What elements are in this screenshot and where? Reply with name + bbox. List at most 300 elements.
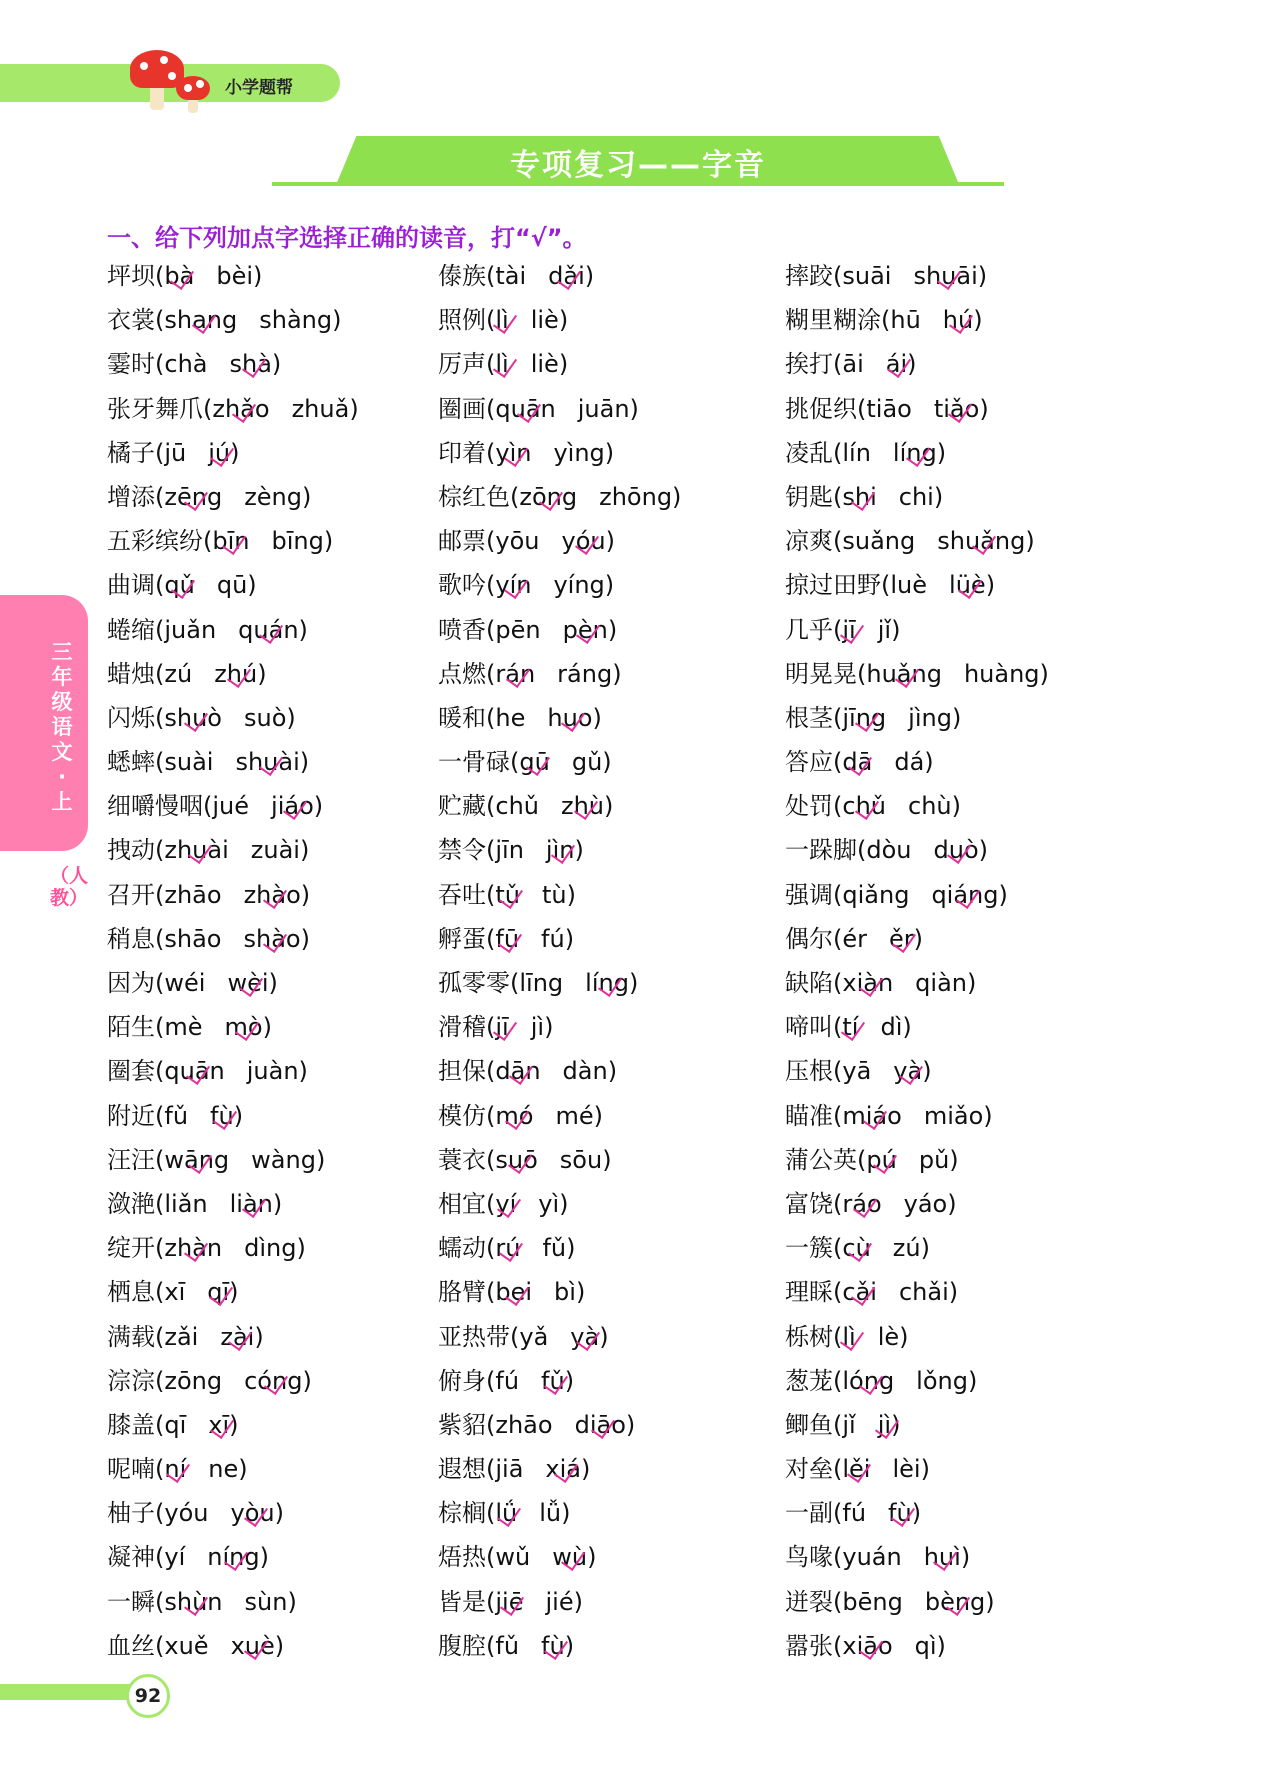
list-item [438,700,798,744]
option-a[interactable] [495,612,540,648]
option-b[interactable] [259,302,332,338]
option-a[interactable] [842,744,872,780]
option-a-text: yuán [842,1543,902,1572]
paren-open: ( [833,1278,843,1307]
option-a-text: jī [842,615,856,644]
paren-close: ) [274,1631,285,1660]
option-b[interactable] [892,1451,920,1487]
option-a[interactable] [842,1186,881,1222]
list-item [785,1009,1145,1053]
paren-open: ( [510,748,520,777]
option-b[interactable] [893,1053,922,1089]
option-a[interactable] [866,832,911,868]
option-b[interactable] [915,965,967,1001]
option-a[interactable] [495,1053,540,1089]
option-a[interactable] [164,1230,222,1266]
option-b[interactable] [235,744,299,780]
option-b[interactable] [931,877,998,913]
option-b[interactable] [243,921,300,957]
option-b[interactable] [207,1539,259,1575]
option-b-text: yì [538,1189,560,1218]
word: 一簇 [785,1234,833,1263]
option-a[interactable] [495,1274,532,1310]
paren-close: ) [298,1057,308,1086]
option-b[interactable] [880,1009,902,1045]
option-b[interactable] [238,612,298,648]
option-b[interactable] [545,1451,581,1487]
list-item [785,1628,1145,1672]
word: 贮藏 [438,792,486,821]
option-b[interactable] [578,391,630,427]
option-a[interactable] [164,1186,207,1222]
option-b[interactable] [541,1363,565,1399]
option-a[interactable] [495,832,524,868]
option-b[interactable] [554,1274,576,1310]
option-b[interactable] [548,258,585,294]
option-b[interactable] [915,1628,937,1664]
option-b-text: shàng [259,306,333,335]
option-b[interactable] [546,832,575,868]
paren-close: ) [951,703,962,732]
option-b[interactable] [216,258,253,294]
option-a[interactable] [164,1319,198,1355]
word: 张牙舞爪 [107,394,203,423]
option-a-text: lì [495,306,509,335]
option-a[interactable] [842,1451,870,1487]
option-a[interactable] [164,612,216,648]
option-b[interactable] [247,1053,299,1089]
paren-close: ) [253,262,263,290]
option-b[interactable] [208,435,230,471]
option-b[interactable] [531,346,559,382]
option-b[interactable] [542,1230,566,1266]
option-b[interactable] [230,1186,273,1222]
option-b[interactable] [552,1539,587,1575]
option-b[interactable] [919,1142,949,1178]
option-a[interactable] [164,1053,224,1089]
paren-open: ( [486,1101,496,1130]
list-item [107,302,467,346]
option-b-text: yóu [561,527,606,556]
option-a[interactable] [842,700,886,736]
option-b[interactable] [225,1009,263,1045]
option-b[interactable] [572,744,602,780]
option-b[interactable] [208,1407,229,1443]
option-a[interactable] [212,523,249,559]
option-a[interactable] [842,523,915,559]
option-a[interactable] [842,1363,894,1399]
option-a[interactable] [164,302,237,338]
option-b[interactable] [893,1230,921,1266]
option-b[interactable] [924,1098,983,1134]
option-b[interactable] [208,1451,238,1487]
option-a[interactable] [842,965,893,1001]
option-b-text: xuè [230,1631,275,1660]
option-a[interactable] [495,1142,537,1178]
option-b[interactable] [547,700,592,736]
option-a[interactable] [495,391,555,427]
paren-close: ) [564,1366,575,1395]
option-b[interactable] [231,1628,275,1664]
option-b[interactable] [878,1407,891,1443]
option-b-text: ráng [557,659,613,688]
option-a[interactable] [519,1319,548,1355]
option-b[interactable] [585,965,629,1001]
word: 坪坝 [107,262,155,290]
option-b[interactable] [531,302,559,338]
option-a-text: tǔ [495,880,520,909]
paren-close: ) [272,1189,283,1218]
option-a[interactable] [164,1274,185,1310]
option-b[interactable] [908,700,952,736]
option-b[interactable] [886,346,907,382]
option-a[interactable] [495,567,531,603]
option-b[interactable] [561,523,605,559]
option-b[interactable] [878,1319,899,1355]
option-b[interactable] [889,921,914,957]
paren-open: ( [155,1278,165,1307]
word-column-1 [107,258,467,1672]
option-b-text: wèi [227,969,269,997]
option-a[interactable] [164,700,222,736]
option-b[interactable] [899,1274,949,1310]
option-b[interactable] [541,921,565,957]
option-b[interactable] [904,1186,948,1222]
option-b[interactable] [575,1407,626,1443]
paren-close: ) [298,615,308,644]
list-item [107,877,467,921]
option-b[interactable] [893,435,937,471]
option-b[interactable] [251,1142,316,1178]
option-a[interactable] [495,788,539,824]
option-b[interactable] [292,391,350,427]
option-b[interactable] [916,1363,968,1399]
option-b[interactable] [217,567,247,603]
option-a-text: shang [164,306,238,335]
option-a[interactable] [495,1363,519,1399]
option-b[interactable] [934,832,979,868]
option-b[interactable] [220,1319,254,1355]
option-a[interactable] [495,1186,516,1222]
option-a[interactable] [495,302,508,338]
option-a-text: juǎn [164,615,217,644]
paren-open: ( [857,1145,867,1174]
option-a[interactable] [164,832,228,868]
option-b[interactable] [894,744,924,780]
paren-open: ( [155,1057,165,1086]
option-b[interactable] [964,656,1040,692]
word: 几乎 [785,615,833,644]
option-a[interactable] [164,435,186,471]
option-b[interactable] [913,258,977,294]
option-b[interactable] [934,391,979,427]
option-b[interactable] [949,567,986,603]
option-a[interactable] [519,479,577,515]
option-a[interactable] [842,1053,871,1089]
option-a[interactable] [842,788,886,824]
option-b[interactable] [210,1098,234,1134]
option-a[interactable] [842,1539,901,1575]
paren-close: ) [302,482,312,511]
word: 嚣张 [785,1631,833,1660]
paren-close: ) [907,350,917,379]
option-b[interactable] [230,1495,274,1531]
option-a[interactable] [164,1363,222,1399]
option-a-text: mè [164,1013,203,1042]
word: 潋滟 [107,1189,155,1218]
option-a[interactable] [519,744,549,780]
option-b[interactable] [539,1495,561,1531]
word: 柚子 [107,1499,155,1528]
word: 满载 [107,1322,155,1351]
list-item [438,302,798,346]
option-b-text: yà [570,1322,600,1351]
option-b-text: xiá [545,1455,581,1484]
option-b[interactable] [244,700,286,736]
option-b-text: ái [885,350,908,379]
paren-close: ) [558,350,569,379]
option-a[interactable] [495,258,526,294]
option-a[interactable] [495,523,539,559]
option-b[interactable] [542,877,567,913]
word: 召开 [107,880,155,909]
option-b[interactable] [541,1628,565,1664]
paren-close: ) [911,1499,922,1528]
option-a[interactable] [495,1098,533,1134]
option-b[interactable] [207,1274,229,1310]
list-item [438,1098,798,1142]
option-a-text: shāo [164,924,222,953]
option-b-text: mò [224,1013,263,1042]
option-b[interactable] [908,788,952,824]
option-a[interactable] [164,258,194,294]
option-a[interactable] [519,965,563,1001]
paren-open: ( [155,1189,165,1218]
paren-close: ) [629,394,639,423]
option-b[interactable] [251,832,300,868]
option-b[interactable] [244,877,301,913]
option-a[interactable] [842,1230,870,1266]
option-b[interactable] [937,523,1025,559]
option-a-text: shùn [164,1587,223,1616]
brand-label: 小学题帮 [225,78,293,98]
option-b[interactable] [272,523,324,559]
option-a-text: shi [842,482,877,511]
option-a[interactable] [212,788,249,824]
option-a-text: wǔ [495,1543,531,1572]
paren-close: ) [544,1013,554,1042]
list-item [785,1451,1145,1495]
option-a[interactable] [164,877,221,913]
option-b-text: pǔ [918,1145,950,1174]
option-b[interactable] [555,1098,593,1134]
option-b[interactable] [563,612,608,648]
option-a[interactable] [164,346,207,382]
option-a[interactable] [495,1407,552,1443]
option-a-text: bei [495,1278,533,1307]
option-b[interactable] [570,1319,599,1355]
option-b[interactable] [925,1584,985,1620]
list-item [107,1230,467,1274]
paren-close: ) [564,1631,575,1660]
option-a[interactable] [164,1628,208,1664]
word: 滑稽 [438,1013,486,1042]
option-b[interactable] [943,302,973,338]
option-a[interactable] [164,567,194,603]
option-a[interactable] [164,1539,185,1575]
option-a[interactable] [866,391,911,427]
option-a[interactable] [495,921,519,957]
option-a[interactable] [495,877,520,913]
option-a-text: rú [495,1234,521,1263]
option-a[interactable] [842,1098,901,1134]
option-b[interactable] [553,567,604,603]
option-b[interactable] [545,1584,573,1620]
option-b[interactable] [214,656,257,692]
option-b-text: jì [877,1410,892,1439]
option-a-text: miáo [842,1101,902,1130]
option-a[interactable] [495,1009,508,1045]
option-a[interactable] [164,656,192,692]
option-b[interactable] [599,479,672,515]
paren-open: ( [486,1189,496,1218]
paren-open: ( [486,659,496,688]
option-b[interactable] [531,1009,544,1045]
option-a-text: ráo [842,1189,882,1218]
option-a[interactable] [495,1451,523,1487]
option-a-text: he [495,703,526,732]
option-a[interactable] [890,567,927,603]
option-b[interactable] [557,656,612,692]
option-a[interactable] [164,1098,188,1134]
word: 明晃晃 [785,659,857,688]
word: 棕红色 [438,482,510,511]
grade-label: 三年级语文·上 [51,640,73,814]
option-a[interactable] [495,1539,530,1575]
paren-open: ( [486,880,496,909]
option-a-text: fǔ [495,1631,520,1660]
option-b-text: fǔ [542,1234,567,1263]
option-a[interactable] [842,1274,877,1310]
option-a[interactable] [164,1584,222,1620]
option-a[interactable] [164,1009,202,1045]
option-b[interactable] [561,788,604,824]
option-a[interactable] [495,1495,517,1531]
word: 橘子 [107,438,155,467]
paren-close: ) [979,394,989,423]
option-b[interactable] [271,788,314,824]
option-b[interactable] [244,1230,296,1266]
option-a[interactable] [842,612,855,648]
option-a[interactable] [164,965,205,1001]
option-a[interactable] [495,656,535,692]
option-a[interactable] [495,1584,523,1620]
word: 膝盖 [107,1410,155,1439]
paren-close: ) [587,1543,597,1572]
word: 相宜 [438,1189,486,1218]
option-b[interactable] [899,479,934,515]
word: 啼叫 [785,1013,833,1042]
option-b[interactable] [878,612,891,648]
option-a[interactable] [842,1584,902,1620]
option-a[interactable] [842,479,876,515]
option-a[interactable] [842,1407,855,1443]
option-a[interactable] [842,877,909,913]
word: 富饶 [785,1189,833,1218]
option-b[interactable] [245,1584,288,1620]
paren-open: ( [486,350,496,379]
option-a[interactable] [164,1495,208,1531]
paren-open: ( [486,1013,496,1042]
option-a-text: lóng [842,1366,895,1395]
paren-close: ) [604,792,614,821]
option-a[interactable] [890,302,920,338]
option-a[interactable] [842,921,867,957]
option-b[interactable] [538,1186,559,1222]
option-b[interactable] [888,1495,912,1531]
option-b[interactable] [230,346,272,382]
option-a[interactable] [212,391,269,427]
option-b[interactable] [560,1142,602,1178]
option-b[interactable] [924,1539,961,1575]
option-b[interactable] [244,1363,302,1399]
option-a[interactable] [842,1628,892,1664]
option-a[interactable] [866,1142,896,1178]
option-a[interactable] [164,1451,186,1487]
option-b-text: shuài [235,748,300,777]
option-a[interactable] [495,1628,519,1664]
word: 血丝 [107,1631,155,1660]
paren-open: ( [833,1101,843,1130]
option-a[interactable] [495,346,508,382]
list-item [438,1539,798,1583]
option-a[interactable] [164,1142,229,1178]
option-a[interactable] [164,1407,186,1443]
option-a[interactable] [495,435,531,471]
list-item [107,1495,467,1539]
option-a[interactable] [842,258,891,294]
option-a[interactable] [842,435,871,471]
paren-open: ( [155,350,165,379]
paren-open: ( [833,748,843,777]
option-b-text: gǔ [571,748,603,777]
option-a[interactable] [495,700,525,736]
option-a[interactable] [495,1230,520,1266]
word: 担保 [438,1057,486,1086]
option-b[interactable] [553,435,604,471]
option-b[interactable] [244,479,302,515]
word: 摔跤 [785,262,833,290]
option-b[interactable] [563,1053,608,1089]
option-a[interactable] [842,1495,866,1531]
paren-close: ) [936,1631,946,1660]
option-b-text: chù [908,792,952,821]
option-a[interactable] [866,656,942,692]
paren-open: ( [486,394,496,423]
option-a[interactable] [164,744,213,780]
paren-close: ) [1025,527,1035,556]
option-a[interactable] [164,479,222,515]
option-a-text: xuě [164,1631,209,1660]
option-a[interactable] [842,346,863,382]
word: 根茎 [785,703,833,732]
option-a-text: āi [842,350,864,379]
option-a[interactable] [164,921,221,957]
option-a[interactable] [842,1319,855,1355]
option-b[interactable] [227,965,268,1001]
list-item [438,1186,798,1230]
option-a[interactable] [842,1009,858,1045]
